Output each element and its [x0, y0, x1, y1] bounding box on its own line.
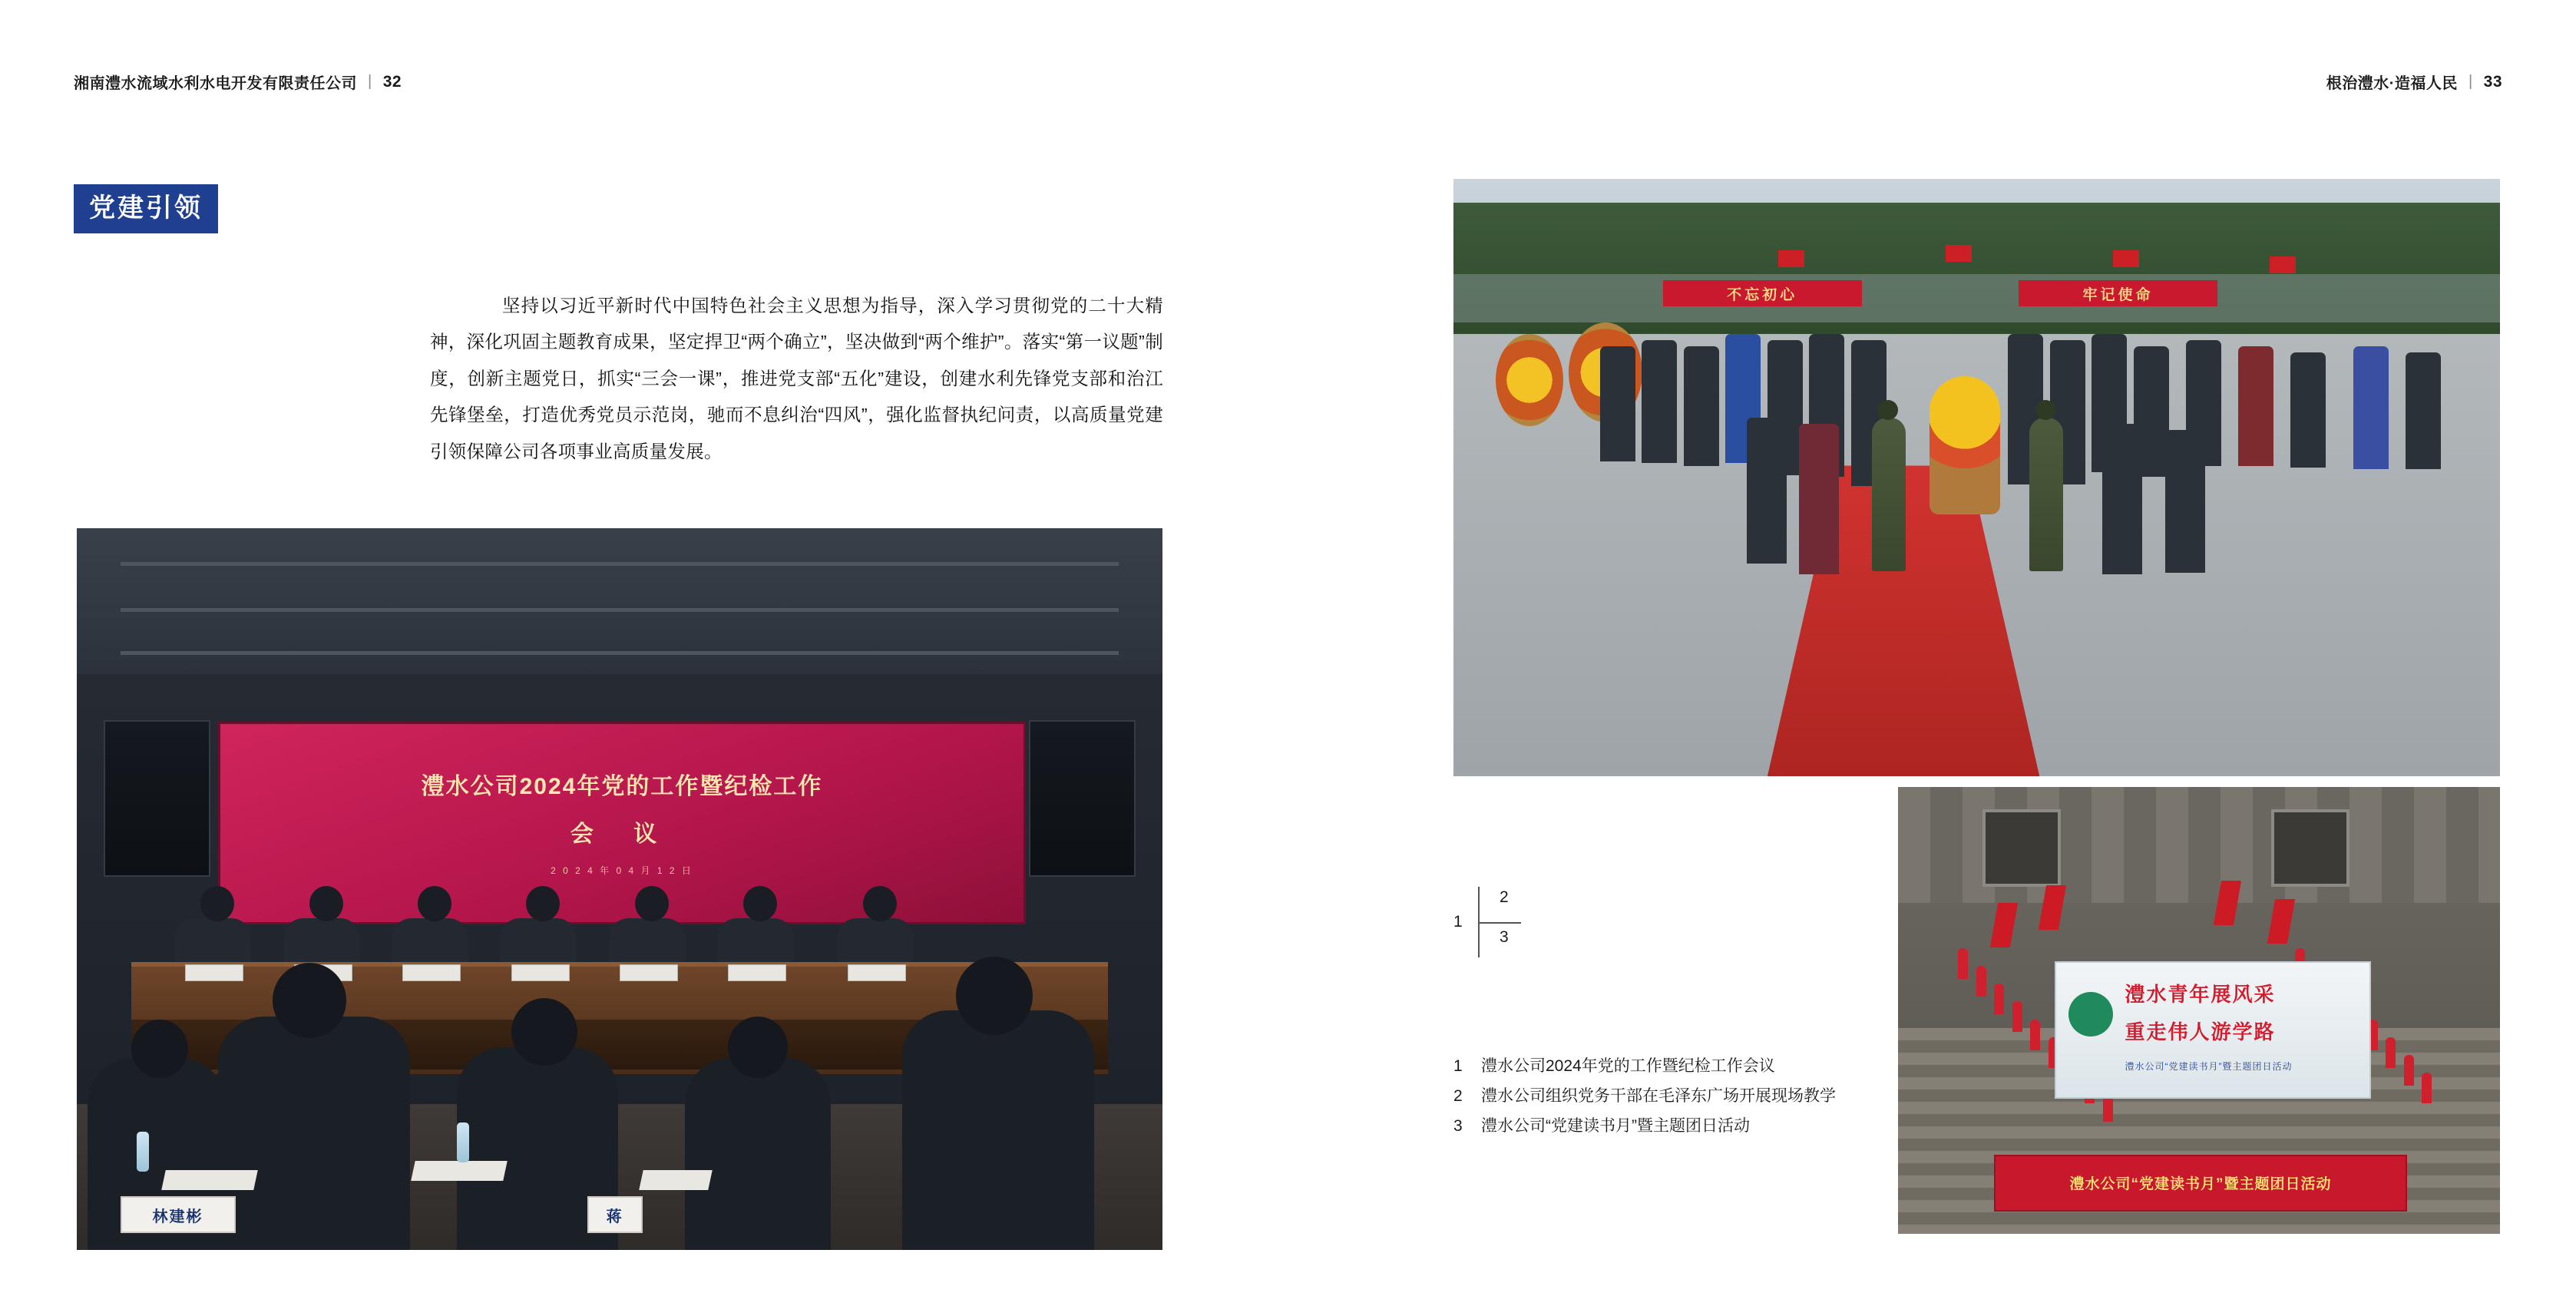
caption-item: [1453, 1082, 2413, 1112]
crowd-figure: [1747, 418, 1787, 564]
backdrop-line1: 澧水青年展风采: [2125, 982, 2276, 1006]
running-head-left: [74, 71, 402, 93]
panelist-head: [309, 886, 343, 921]
panelist-body: [174, 918, 251, 967]
background-structure: [1453, 274, 2500, 322]
participant: [2422, 1073, 2432, 1103]
ceiling-line-2: [121, 608, 1119, 612]
crowd-figure: [2102, 424, 2142, 574]
panelist-body: [837, 918, 914, 967]
water-bottle: [137, 1132, 149, 1172]
attendee-body: [685, 1058, 831, 1250]
running-head-right: [2326, 71, 2502, 93]
caption-number: 1: [1453, 1057, 1463, 1075]
figure-key-2: 2: [1500, 888, 1509, 906]
crowd-figure: [2353, 346, 2389, 469]
attendee-body: [218, 1017, 410, 1250]
panelist-body: [392, 918, 468, 967]
document-sheet: [640, 1170, 713, 1190]
table-nameplate: [402, 964, 461, 981]
panelist-head: [743, 886, 777, 921]
company-logo-icon: [2068, 992, 2113, 1037]
figure-key-horizontal-rule: [1478, 922, 1521, 924]
panelist-body: [717, 918, 794, 967]
attendee-head: [131, 1020, 188, 1078]
participant: [2030, 1020, 2040, 1050]
red-flag: [2113, 250, 2139, 267]
attendee-head: [728, 1017, 788, 1078]
wall-panel-left: [104, 720, 210, 877]
screen-title-line1: 澧水公司2024年党的工作暨纪检工作: [421, 774, 823, 799]
participant: [2012, 1001, 2022, 1032]
seat-card-left: 林建彬: [121, 1196, 236, 1233]
red-flag: [1778, 250, 1804, 267]
participant: [1976, 966, 1986, 997]
document-sheet: [412, 1161, 508, 1181]
caption-text: 澧水公司组织党务干部在毛泽东广场开展现场教学: [1481, 1086, 1836, 1105]
caption-text: 澧水公司2024年党的工作暨纪检工作会议: [1481, 1057, 1775, 1075]
wall-panel-right: [1029, 720, 1135, 877]
window-right: [2271, 809, 2349, 887]
red-flag: [2270, 256, 2296, 273]
table-nameplate: [185, 964, 243, 981]
panelist-body: [283, 918, 360, 967]
table-nameplate: [848, 964, 906, 981]
screen-date: 2 0 2 4 年 0 4 月 1 2 日: [551, 865, 693, 876]
caption-list: [1453, 1052, 2413, 1142]
crowd-figure: [1600, 346, 1635, 461]
participant: [1958, 948, 1968, 979]
honor-guard: [2029, 418, 2063, 571]
attendee-body: [902, 1010, 1094, 1250]
participant: [1994, 984, 2004, 1014]
figure-layout-key: [1453, 887, 1553, 957]
banner-right: 牢记使命: [2019, 280, 2217, 306]
running-head-separator-right: |: [2468, 73, 2473, 90]
backdrop-line3: 澧水公司“党建读书月”暨主题团日活动: [2125, 1060, 2293, 1072]
section-title-badge: 党建引领: [74, 184, 218, 233]
photo-youth-formation: [1898, 787, 2500, 1234]
table-nameplate: [620, 964, 678, 981]
caption-item: [1453, 1052, 2413, 1082]
caption-text: 澧水公司“党建读书月”暨主题团日活动: [1481, 1116, 1750, 1135]
event-streamer-banner: 澧水公司“党建读书月”暨主题团日活动: [1994, 1155, 2406, 1212]
panelist-body: [500, 918, 577, 967]
honor-guard: [1872, 418, 1906, 571]
page-number-left: 32: [382, 72, 402, 91]
banner-left: 不忘初心: [1663, 280, 1862, 306]
table-nameplate: [728, 964, 786, 981]
flower-wreath: [1496, 334, 1563, 426]
panelist-head: [635, 886, 669, 921]
caption-number: 3: [1453, 1116, 1463, 1135]
page-number-right: 33: [2483, 72, 2502, 91]
backdrop-line2: 重走伟人游学路: [2125, 1020, 2276, 1043]
panelist-body: [609, 918, 686, 967]
flower-basket: [1930, 376, 2000, 514]
photo-square-ceremony: [1453, 179, 2500, 776]
panelist-head: [200, 886, 234, 921]
crowd-figure: [1799, 424, 1839, 574]
attendee-head: [956, 957, 1033, 1035]
document-sheet: [161, 1170, 258, 1190]
crowd-figure: [2238, 346, 2273, 466]
attendee-head: [511, 998, 577, 1066]
seat-card-right: 蒋: [587, 1196, 643, 1233]
caption-number: 2: [1453, 1086, 1463, 1105]
photo-meeting-conference: [77, 528, 1162, 1250]
window-left: [1982, 809, 2061, 887]
crowd-figure: [1642, 340, 1677, 463]
crowd-figure: [1684, 346, 1719, 466]
crowd-figure: [2290, 352, 2326, 468]
crowd-figure: [2165, 430, 2205, 573]
table-nameplate: [511, 964, 570, 981]
ceiling-line-3: [121, 651, 1119, 655]
crowd-figure: [2406, 352, 2441, 469]
ceiling-line-1: [121, 562, 1119, 566]
panelist-head: [418, 886, 451, 921]
panelist-head: [863, 886, 897, 921]
water-bottle: [457, 1122, 469, 1162]
screen-title-line2: 会 议: [570, 822, 674, 847]
running-head-company: 湘南澧水流域水利水电开发有限责任公司: [74, 75, 357, 92]
attendee-head: [273, 963, 346, 1038]
figure-key-3: 3: [1500, 928, 1509, 946]
honor-guard-head: [2035, 400, 2055, 420]
running-head-slogan: 根治澧水·造福人民: [2326, 75, 2458, 92]
running-head-separator: |: [368, 73, 372, 90]
body-paragraph: 坚持以习近平新时代中国特色社会主义思想为指导，深入学习贯彻党的二十大精神，深化巩固主题教育成果，坚定捍卫“两个确立”，坚决做到“两个维护”。落实“第一议题”制度，创新主题党日，抓实“三会一课”，推进党支部“五化”建设，创建水利先锋党支部和治江先锋堡垒，打造优秀党员示范岗，驰而不息纠治“四风”，强化监督执纪问责，以高质量党建引领保障公司各项事业高质量发展。: [430, 296, 1163, 461]
red-flag: [1946, 245, 1972, 262]
figure-key-1: 1: [1453, 913, 1463, 931]
caption-item: [1453, 1112, 2413, 1142]
